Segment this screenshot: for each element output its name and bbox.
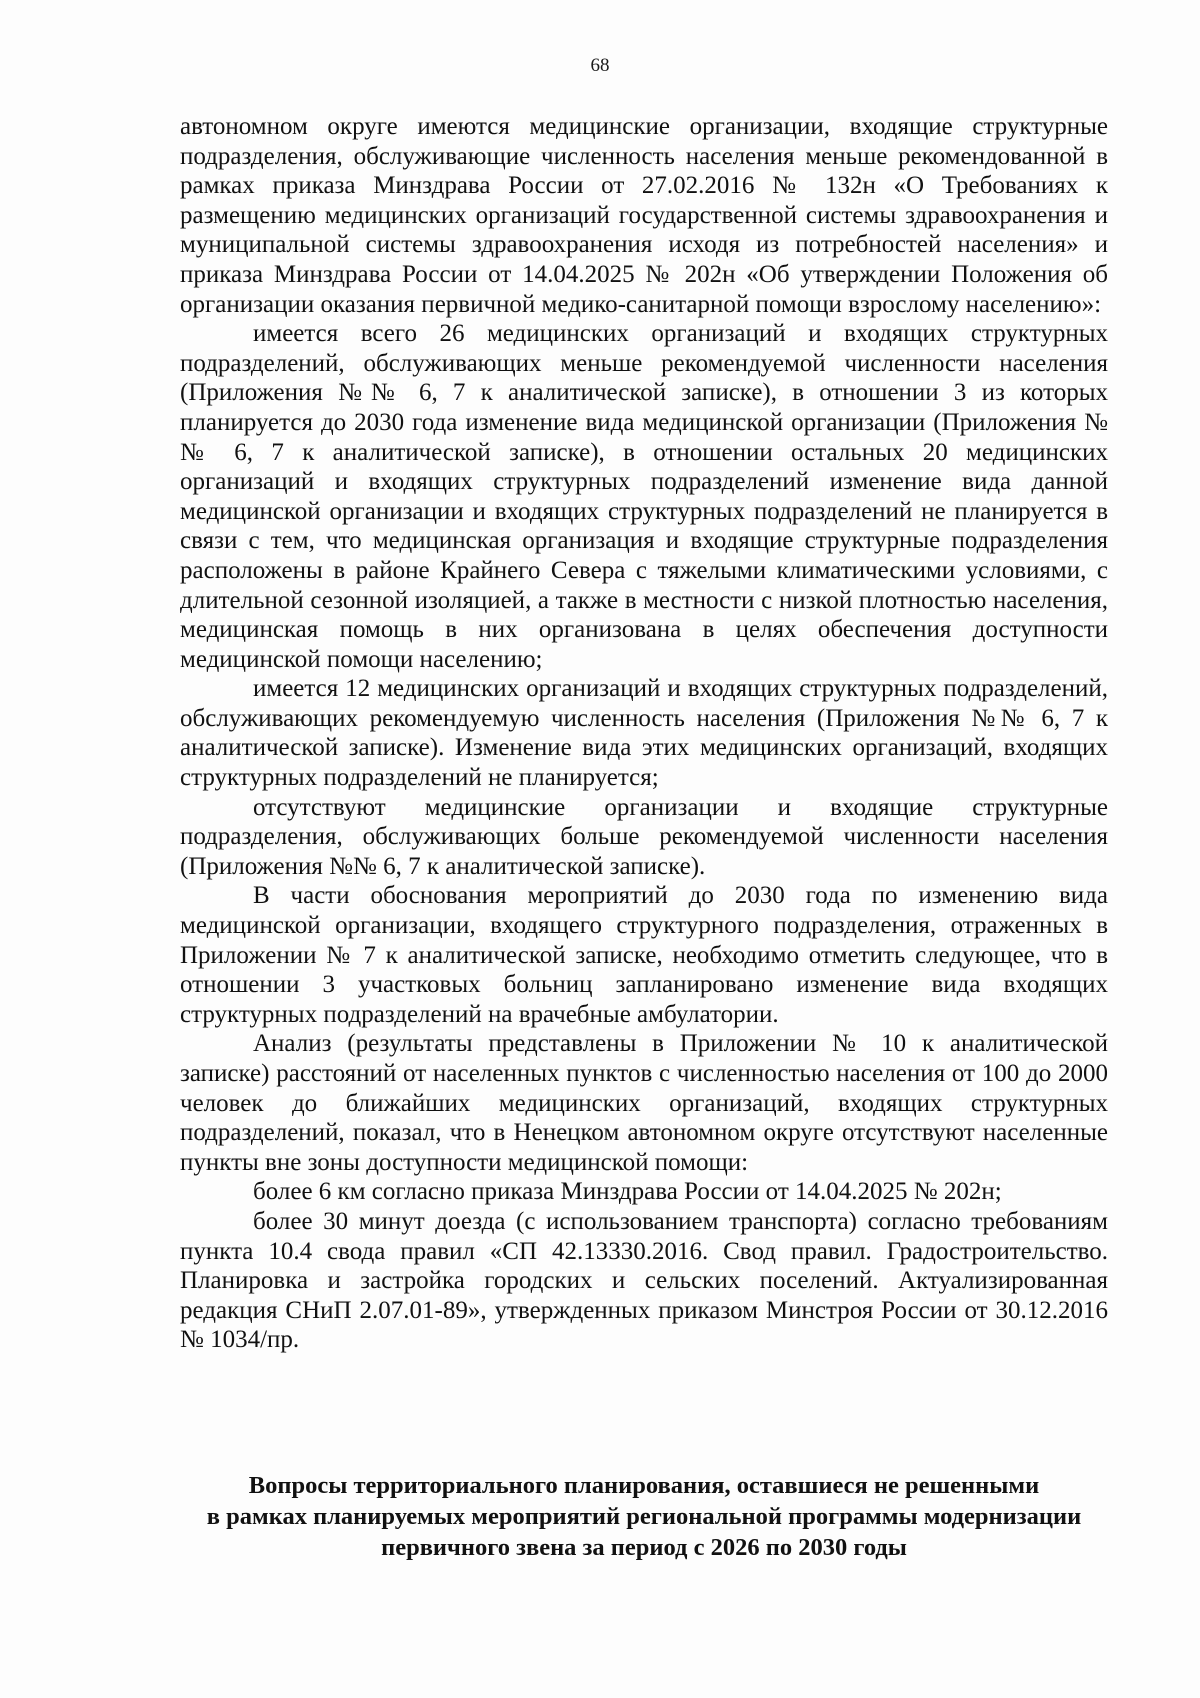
page-number: 68 xyxy=(590,55,610,76)
paragraph-criterion-distance: более 6 км согласно приказа Минздрава России от 14.04.2025 № 202н; xyxy=(253,1178,1002,1206)
paragraph-continuation: автономном округе имеются медицинские организации, входящие структурные подразделения, обслуживающие численность населения меньше рекомендованной в рамках приказа Минздрава России от 27.02.2016 № 132н «О Требованиях к размещению медицинских организаций государственной системы здравоохранения и муниципальной системы здравоохранения исходя из потребностей населения» и приказа Минздрава России от 14.04.2025 № 202н «Об утверждении Положения об организации оказания первичной медико-санитарной помощи взрослому населению»: xyxy=(180,113,1108,318)
body-text xyxy=(180,112,1108,1355)
paragraph-item-absent-organizations: отсутствуют медицинские организации и входящие структурные подразделения, обслуживающих больше рекомендуемой численности населения (Приложения №№ 6, 7 к аналитической записке). xyxy=(180,793,1108,880)
section-heading-line-3: первичного звена за период с 2026 по 2030 годы xyxy=(381,1534,907,1561)
paragraph-justification: В части обоснования мероприятий до 2030 года по изменению вида медицинской организации, входящего структурного подразделения, отраженных в Приложении № 7 к аналитической записке, необходимо отметить следующее, что в отношении 3 участковых больниц запланировано изменение вида входящих структурных подразделений на врачебные амбулатории. xyxy=(180,882,1108,1028)
section-heading xyxy=(160,1470,1128,1563)
paragraph-item-26-organizations: имеется всего 26 медицинских организаций и входящих структурных подразделений, обслуживающих меньше рекомендуемой численности населения (Приложения №№ 6, 7 к аналитической записке), в отношении 3 из которых планируется до 2030 года изменение вида медицинской организации (Приложения №№ 6, 7 к аналитической записке), в отношении остальных 20 медицинских организаций и входящих структурных подразделений изменение вида данной медицинской организации и входящих структурных подразделений не планируется в связи с тем, что медицинская организация и входящие структурные подразделения расположены в районе Крайнего Севера с тяжелыми климатическими условиями, с длительной сезонной изоляцией, а также в местности с низкой плотностью населения, медицинская помощь в них организована в целях обеспечения доступности медицинской помощи населению; xyxy=(180,320,1108,673)
paragraph-item-12-organizations: имеется 12 медицинских организаций и входящих структурных подразделений, обслуживающих рекомендуемую численность населения (Приложения №№ 6, 7 к аналитической записке). Изменение вида этих медицинских организаций, входящих структурных подразделений не планируется; xyxy=(180,675,1108,792)
section-heading-line-1: Вопросы территориального планирования, оставшиеся не решенными xyxy=(248,1472,1040,1499)
paragraph-analysis: Анализ (результаты представлены в Приложении № 10 к аналитической записке) расстояний от населенных пунктов с численностью населения от 100 до 2000 человек до ближайших медицинских организаций, входящих структурных подразделений, показал, что в Ненецком автономном округе отсутствуют населенные пункты вне зоны доступности медицинской помощи: xyxy=(180,1030,1108,1176)
paragraph-criterion-travel-time: более 30 минут доезда (с использованием транспорта) согласно требованиям пункта 10.4 свода правил «СП 42.13330.2016. Свод правил. Градостроительство. Планировка и застройка городских и сельских поселений. Актуализированная редакция СНиП 2.07.01-89», утвержденных приказом Минстроя России от 30.12.2016 № 1034/пр. xyxy=(180,1207,1108,1354)
section-heading-line-2: в рамках планируемых мероприятий региональной программы модернизации xyxy=(206,1503,1082,1530)
